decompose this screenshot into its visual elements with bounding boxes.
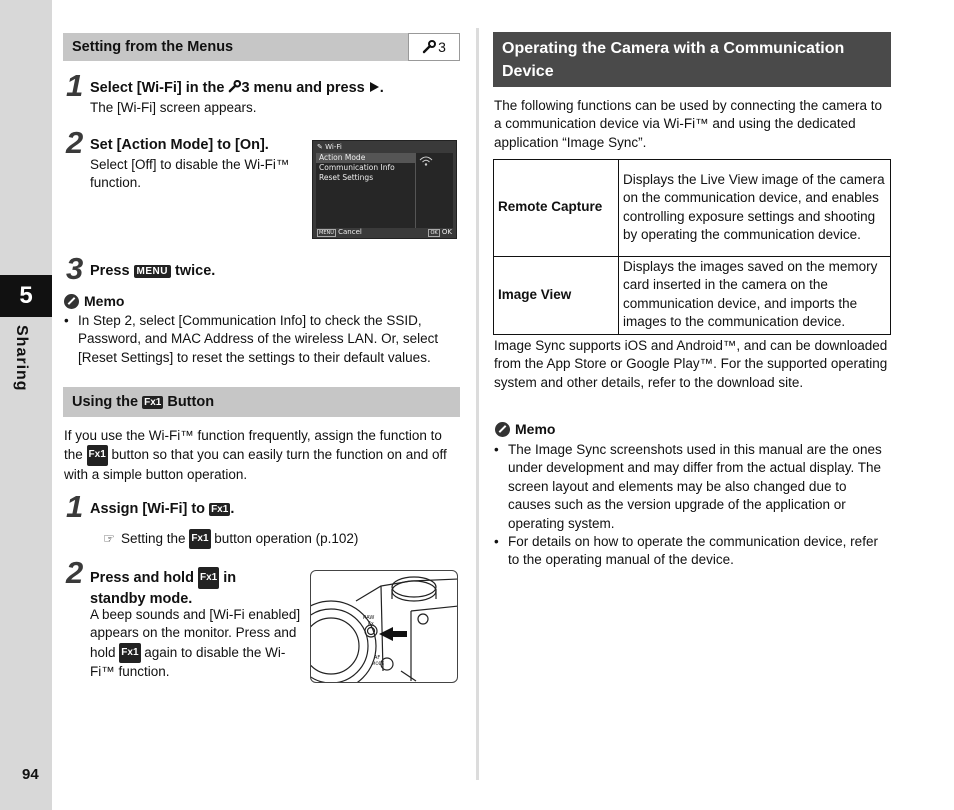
- raw-label: RAW: [363, 615, 375, 621]
- section-intro: [64, 427, 460, 484]
- step-title-part: twice.: [171, 263, 216, 279]
- support-text: Image Sync supports iOS and Android™, and can be downloaded from the App Store or Google Play™. For the supported operating system and other details, refer to the download site.: [494, 338, 888, 390]
- function-label: Image View: [494, 257, 619, 335]
- wifi-menu-screenshot: [312, 140, 457, 239]
- table-row: [494, 257, 891, 335]
- step-title: [90, 263, 215, 279]
- right-arrow-icon: [369, 81, 380, 93]
- menu-button-icon: MENU: [134, 265, 171, 278]
- chapter-sidebar: [0, 0, 52, 810]
- fx1-button-icon: Fx1: [144, 396, 162, 408]
- reference-part: Setting the: [121, 530, 190, 546]
- camera-drawing: [311, 571, 458, 683]
- page-reference: [103, 529, 358, 549]
- body-part: A beep sounds and [Wi-Fi enabled] appears on the monitor. Press and hold: [90, 607, 301, 660]
- section-title-part: Button: [163, 394, 215, 410]
- screen-menu-item: Communication Info: [319, 163, 395, 172]
- menu-ref-number: 3: [438, 39, 446, 55]
- mode-label: MODE: [372, 661, 385, 666]
- page-number: 94: [22, 766, 39, 783]
- screen-footer: [317, 228, 452, 236]
- step-body: The [Wi-Fi] screen appears.: [90, 100, 257, 115]
- chapter-number: 5: [0, 275, 52, 317]
- step-title-part: in standby mode.: [90, 569, 237, 607]
- intro-part: If you use the Wi-Fi™ function frequently, assign the function to the: [64, 428, 442, 463]
- menu-reference: [408, 33, 460, 61]
- screen-menu-item: Reset Settings: [319, 173, 374, 182]
- step-title: [90, 567, 290, 609]
- screen-status-panel: [415, 153, 453, 228]
- screen-title: [317, 143, 342, 151]
- function-description: Displays the images saved on the memory card inserted in the camera on the communication device, and imports the images to the communication device.: [619, 257, 891, 335]
- section-title-part: Using the: [72, 394, 143, 410]
- step-title: [90, 501, 234, 517]
- function-label: Remote Capture: [494, 160, 619, 257]
- column-divider: [476, 28, 479, 780]
- fx1-button-icon: Fx1: [211, 503, 229, 515]
- memo-title: Memo: [84, 293, 125, 309]
- step-number: 2: [66, 125, 84, 160]
- table-row: [494, 160, 891, 257]
- fx-label: Fx: [368, 621, 374, 627]
- section-header-fx1: [63, 387, 460, 417]
- step-title: Set [Action Mode] to [On].: [90, 137, 269, 153]
- memo-heading: [495, 421, 555, 437]
- step-title-part: Select [Wi-Fi] in the: [90, 80, 229, 96]
- chapter-label: Sharing: [13, 325, 30, 392]
- step-title-part: Press: [90, 263, 134, 279]
- wifi-signal-icon: [419, 155, 433, 167]
- fx1-button-icon: Fx1: [189, 529, 210, 549]
- step-number: 2: [66, 555, 84, 590]
- function-description: Displays the Live View image of the camera on the communication device, and enables controlling exposure settings and shooting by operating the communication device.: [619, 160, 891, 257]
- menu-key-label: MENU: [319, 230, 334, 236]
- memo-icon: [64, 294, 79, 309]
- screen-menu-item: Action Mode: [316, 153, 416, 163]
- step-number: 1: [66, 489, 84, 524]
- screen-menu-list: [316, 153, 416, 228]
- screen-cancel: [317, 228, 362, 236]
- wrench-icon: [228, 80, 241, 93]
- intro-part: button so that you can easily turn the function on and off with a simple button operation.: [64, 447, 447, 482]
- body-part: again to disable the Wi-Fi™ function.: [90, 644, 286, 680]
- step-title-part: .: [230, 501, 235, 517]
- memo-item: • The Image Sync screenshots used in this manual are the ones under development and may differ from the actual display. The screen layout and elements may be also changed due to causes such as the version upgrade of the application or operating system.: [494, 441, 888, 533]
- pointing-hand-icon: ☞: [103, 530, 116, 546]
- memo-item: • In Step 2, select [Communication Info] to check the SSID, Password, and MAC Address of the wireless LAN. Or, select [Reset Settings] to reset the settings to their default values.: [64, 312, 460, 367]
- right-intro: The following functions can be used by connecting the camera to a communication device via Wi-Fi™ and using the dedicated application “Image Sync”.: [494, 98, 882, 150]
- memo-list: [64, 312, 460, 367]
- section-header-communication: Operating the Camera with a Communication Device: [493, 32, 891, 87]
- ok-label: OK: [441, 228, 452, 236]
- fx1-button-icon: Fx1: [87, 445, 108, 465]
- cancel-label: Cancel: [338, 228, 362, 236]
- section-title: Setting from the Menus: [72, 39, 234, 55]
- memo-title: Memo: [515, 421, 556, 437]
- fx1-button-icon: Fx1: [119, 643, 140, 663]
- wifi-icon: ✎: [317, 143, 323, 151]
- fx1-button-icon: Fx1: [198, 567, 219, 589]
- screen-title-text: Wi-Fi: [325, 143, 342, 151]
- step-title: [90, 80, 384, 96]
- memo-list: [494, 441, 888, 570]
- section-header-menus: [63, 33, 460, 61]
- step-title-part: Press and hold: [90, 569, 198, 586]
- memo-item: • For details on how to operate the communication device, refer to the operating manual of the device.: [494, 533, 888, 570]
- memo-heading: [64, 293, 124, 309]
- step-title-part: Assign [Wi-Fi] to: [90, 501, 210, 517]
- step-body: [90, 606, 302, 682]
- step-title-part: 3 menu and press: [241, 80, 369, 96]
- camera-illustration: [310, 570, 458, 683]
- step-number: 1: [66, 68, 84, 103]
- screen-ok: [428, 228, 452, 236]
- memo-icon: [495, 422, 510, 437]
- af-label: AF: [374, 655, 381, 661]
- functions-table: [493, 159, 891, 335]
- wrench-icon: [422, 40, 436, 54]
- ok-key-label: OK: [430, 230, 438, 236]
- step-number: 3: [66, 251, 84, 286]
- step-body: Select [Off] to disable the Wi-Fi™ function.: [90, 157, 290, 191]
- step-title-part: .: [379, 80, 384, 96]
- reference-part: button operation (p.102): [210, 530, 359, 546]
